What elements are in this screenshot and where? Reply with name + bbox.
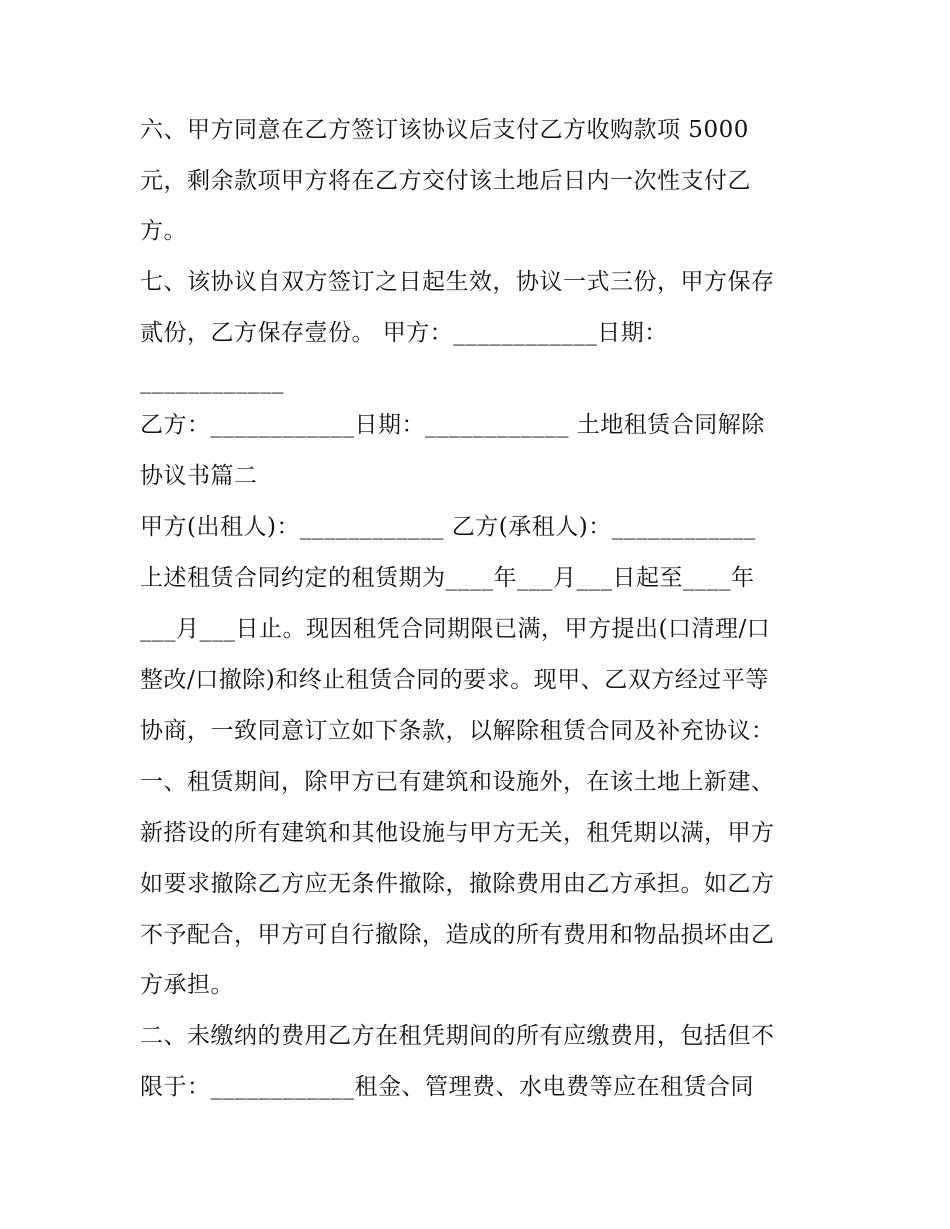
text-line: 甲方(出租人)：____________ 乙方(承租人)：____________	[140, 514, 756, 540]
text-line: 限于：____________租金、管理费、水电费等应在租赁合同	[140, 1074, 754, 1100]
text-line: 上述租赁合同约定的租赁期为____年___月___日起至____年	[140, 565, 755, 591]
text-line: 整改/口撤除)和终止租赁合同的要求。现甲、乙双方经过平等	[140, 667, 769, 693]
text-line: 元，剩余款项甲方将在乙方交付该土地后日内一次性支付乙	[140, 168, 751, 194]
text-line: 新搭设的所有建筑和其他设施与甲方无关，租凭期以满，甲方	[140, 820, 775, 846]
text-line: 如要求撤除乙方应无条件撤除，撤除费用由乙方承担。如乙方	[140, 871, 775, 897]
text-line: 七、该协议自双方签订之日起生效，协议一式三份，甲方保存	[140, 269, 775, 295]
text-line: 协议书篇二	[140, 463, 258, 489]
text-line: 方承担。	[140, 972, 234, 998]
text-line: 一、租赁期间，除甲方已有建筑和设施外，在该土地上新建、	[140, 769, 775, 795]
text-line: 协商，一致同意订立如下条款，以解除租赁合同及补充协议：	[140, 718, 775, 744]
text-line: 贰份，乙方保存壹份。 甲方：____________日期：	[140, 320, 668, 346]
text-line: 乙方：____________日期：____________ 土地租赁合同解除	[140, 412, 765, 438]
text-line: 六、甲方同意在乙方签订该协议后支付乙方收购款项 5000	[140, 117, 749, 143]
text-line: 不予配合，甲方可自行撤除，造成的所有费用和物品损坏由乙	[140, 922, 775, 948]
text-line: 方。	[140, 218, 187, 244]
text-line: ____________	[140, 368, 284, 394]
text-line: 二、未缴纳的费用乙方在租凭期间的所有应缴费用，包括但不	[140, 1023, 775, 1049]
text-line: ___月___日止。现因租凭合同期限已满，甲方提出(口清理/口	[140, 616, 771, 642]
